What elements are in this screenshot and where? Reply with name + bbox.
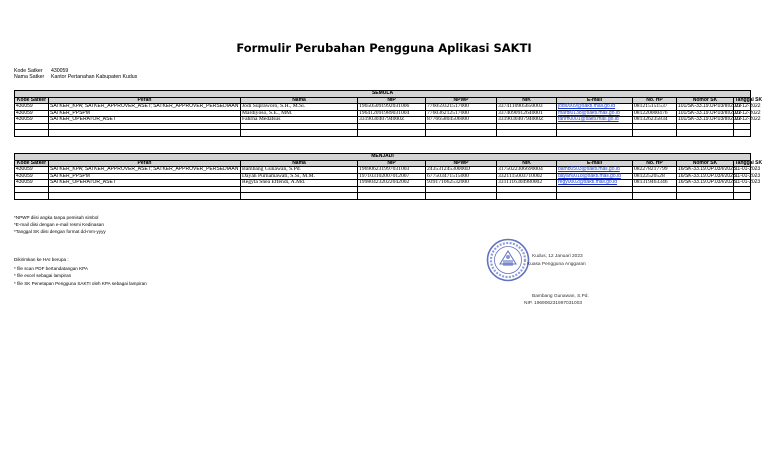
cell-nik: 3374110905650003 <box>497 104 557 111</box>
cell-no-hp: 081319463346 <box>633 180 677 187</box>
kode-satker-value: 430059 <box>51 68 69 74</box>
attachments-title: Dikirimkan ke HAI berupa : <box>14 257 69 262</box>
note-line: *NPWP diisi angka tanpa pemisah simbol <box>14 215 99 220</box>
col-kode-satker: Kode Satker <box>15 97 49 104</box>
cell-nama: Dayah Purnamawati, S.Si, M.M. <box>241 173 358 180</box>
cell-tanggal-sk: 11-01-2023 <box>735 172 761 179</box>
cell-nomor-sk: 101/SK-33.19.UP.03/III/2022 <box>678 116 742 123</box>
cell-nama: Bambang Gunawan, S.Pd. <box>241 167 358 174</box>
cell-kode-satker: 430059 <box>15 110 49 117</box>
cell-nama: Regyta Shea Effendi, A.Md. <box>241 180 358 187</box>
page-title: Formulir Perubahan Pengguna Aplikasi SAKTI <box>236 41 532 55</box>
cell-no-hp: 082278217799 <box>633 167 677 174</box>
cell-nip: 196412091989031004 <box>358 110 426 117</box>
attachment-line: * file excel sebagai lampiran <box>14 273 72 279</box>
col-kode-satker: Kode Satker <box>15 160 49 167</box>
cell-nomor-sk: 101/SK-33.19.UP.03/III/2022 <box>678 103 742 110</box>
cell-tanggal-sk: 11-01-2023 <box>735 166 761 173</box>
col-nama: Nama <box>241 97 358 104</box>
table-row-empty <box>15 193 751 200</box>
cell-tanggal-sk: 01-12-2022 <box>735 103 761 110</box>
cell-npwp: 939171062532000 <box>426 180 497 187</box>
attachment-line: * file scan PDF bertandatangan KPA <box>14 266 88 272</box>
cell-tanggal-sk: 01-12-2022 <box>735 109 761 116</box>
cell-nomor-sk: 16/SK-33.19.UP.03/I/2023 <box>678 172 736 179</box>
cell-kode-satker: 430059 <box>15 180 49 187</box>
cell-peran: SATKER_OPERATOR_ASET <box>49 180 241 187</box>
office-stamp-icon <box>486 238 530 282</box>
cell-nik: 3321115003710002 <box>497 173 557 180</box>
col-nomor-sk: Nomor SK <box>677 160 734 167</box>
kode-satker-label: Kode Satker <box>14 68 43 74</box>
cell-no-hp: 08122520528 <box>633 173 677 180</box>
cell-nik: 3311116304980002 <box>497 180 557 187</box>
cell-nip: 199804232022042002 <box>358 180 426 187</box>
col-npwp: NPWP <box>426 97 497 104</box>
col-nip: NIP <box>358 97 426 104</box>
table-row-empty <box>15 130 751 137</box>
menjadi-caption: MENJADI <box>15 154 751 161</box>
cell-nik: 3175022306690004 <box>497 167 557 174</box>
col-nomor-sk: Nomor SK <box>677 97 734 104</box>
cell-nama: Jodi Supraworo, S.H., M.Si. <box>241 104 358 111</box>
cell-npwp: 24353124530000D <box>426 167 497 174</box>
cell-nip: 196906231997031003 <box>358 167 426 174</box>
cell-email-link[interactable]: bamb0503@sakti.mail.go.id <box>557 167 633 174</box>
col-email: E-mail <box>557 97 633 104</box>
col-nik: NIK <box>497 160 557 167</box>
cell-peran: SATKER_PPSPM <box>49 173 241 180</box>
cell-peran: SATKER_KPA; SATKER_APPROVER_ASET; SATKER_APPROVER_PERSEDIAAN <box>49 104 241 111</box>
cell-nama: Fahrna Medatsus <box>241 117 358 124</box>
col-no-hp: No. HP <box>633 160 677 167</box>
col-npwp: NPWP <box>426 160 497 167</box>
cell-no-hp: 081326235834 <box>633 117 677 124</box>
attachment-line: * file SK Penetapan Pengguna SAKTI oleh KPA sebagai lampiran <box>14 280 147 286</box>
cell-npwp: 877665804506000 <box>426 117 497 124</box>
col-tanggal-sk: Tanggal SK <box>735 159 763 166</box>
signature-nip: NIP. 196906231997031003 <box>524 301 583 306</box>
cell-email-link[interactable]: fahrn0001@sakti.mail.go.id <box>557 117 633 124</box>
cell-email-link[interactable]: mardi0138@sakti.mail.go.id <box>557 110 633 117</box>
col-peran: Peran <box>49 160 241 167</box>
nama-satker-value: Kantor Pertanahan Kabupaten Kudus <box>51 74 138 80</box>
cell-tanggal-sk: 01-12-2022 <box>735 116 761 123</box>
cell-nomor-sk: 16/SK-33.19.UP.03/I/2023 <box>678 166 736 173</box>
col-nama: Nama <box>241 160 358 167</box>
cell-nip: 196505091992031006 <box>358 104 426 111</box>
cell-nomor-sk: 16/SK-33.19.UP.03/I/2023 <box>678 179 736 186</box>
cell-kode-satker: 430059 <box>15 104 49 111</box>
cell-kode-satker: 430059 <box>15 173 49 180</box>
attachments-block <box>14 256 147 287</box>
cell-npwp: 677503471515000 <box>426 173 497 180</box>
cell-npwp: 776059321517000 <box>426 104 497 111</box>
note-line: *E-mail diisi dengan e-mail resmi Kedinasan <box>14 222 104 228</box>
cell-tanggal-sk: 11-01-2023 <box>735 179 761 186</box>
cell-kode-satker: 430059 <box>15 117 49 124</box>
cell-kode-satker: 430059 <box>15 167 49 174</box>
col-nip: NIP <box>358 160 426 167</box>
menjadi-table <box>14 153 763 200</box>
cell-email-link[interactable]: jodi0009@sakti.mail.go.id <box>557 104 633 111</box>
cell-nik: 331903040794000Z <box>497 117 557 124</box>
semula-caption: SEMULA <box>15 91 751 98</box>
col-tanggal-sk: Tanggal SK <box>735 96 763 103</box>
signature-place-date: Kudus, 12 Januari 2023 <box>532 254 583 259</box>
cell-nik: 3374090912640001 <box>497 110 557 117</box>
cell-npwp: 776036212517000 <box>426 110 497 117</box>
cell-peran: SATKER_KPA; SATKER_APPROVER_ASET; SATKER_APPROVER_PERSEDIAAN <box>49 167 241 174</box>
col-no-hp: No. HP <box>633 97 677 104</box>
signature-name: Bambang Gunawan, S.Pd. <box>532 294 589 299</box>
note-line: *Tanggal SK diisi dengan format dd-mm-yyyy <box>14 229 106 235</box>
cell-email-link[interactable]: regy0002@sakti.mail.go.id <box>557 180 633 187</box>
cell-peran: SATKER_OPERATOR_ASET <box>49 117 241 124</box>
signature-role: Kuasa Pengguna Anggaran <box>527 262 586 267</box>
cell-no-hp: 081220000476 <box>633 110 677 117</box>
nama-satker-label: Nama Satker <box>14 74 45 80</box>
nama-satker-line <box>14 74 137 80</box>
col-nik: NIK <box>497 97 557 104</box>
cell-nomor-sk: 101/SK-33.19.UP.03/III/2022 <box>678 109 742 116</box>
cell-nip: 331903040794000Z <box>358 117 426 124</box>
cell-nama: Mardiyoso, S.E., MM. <box>241 110 358 117</box>
notes-block <box>14 214 106 236</box>
cell-email-link[interactable]: dayah0018@sakti.mail.go.id <box>557 173 633 180</box>
cell-peran: SATKER_PPSPM <box>49 110 241 117</box>
col-peran: Peran <box>49 97 241 104</box>
cell-no-hp: 081215151537 <box>633 104 677 111</box>
cell-nip: 197103102007012007 <box>358 173 426 180</box>
semula-table <box>14 90 763 137</box>
col-email: E-mail <box>557 160 633 167</box>
